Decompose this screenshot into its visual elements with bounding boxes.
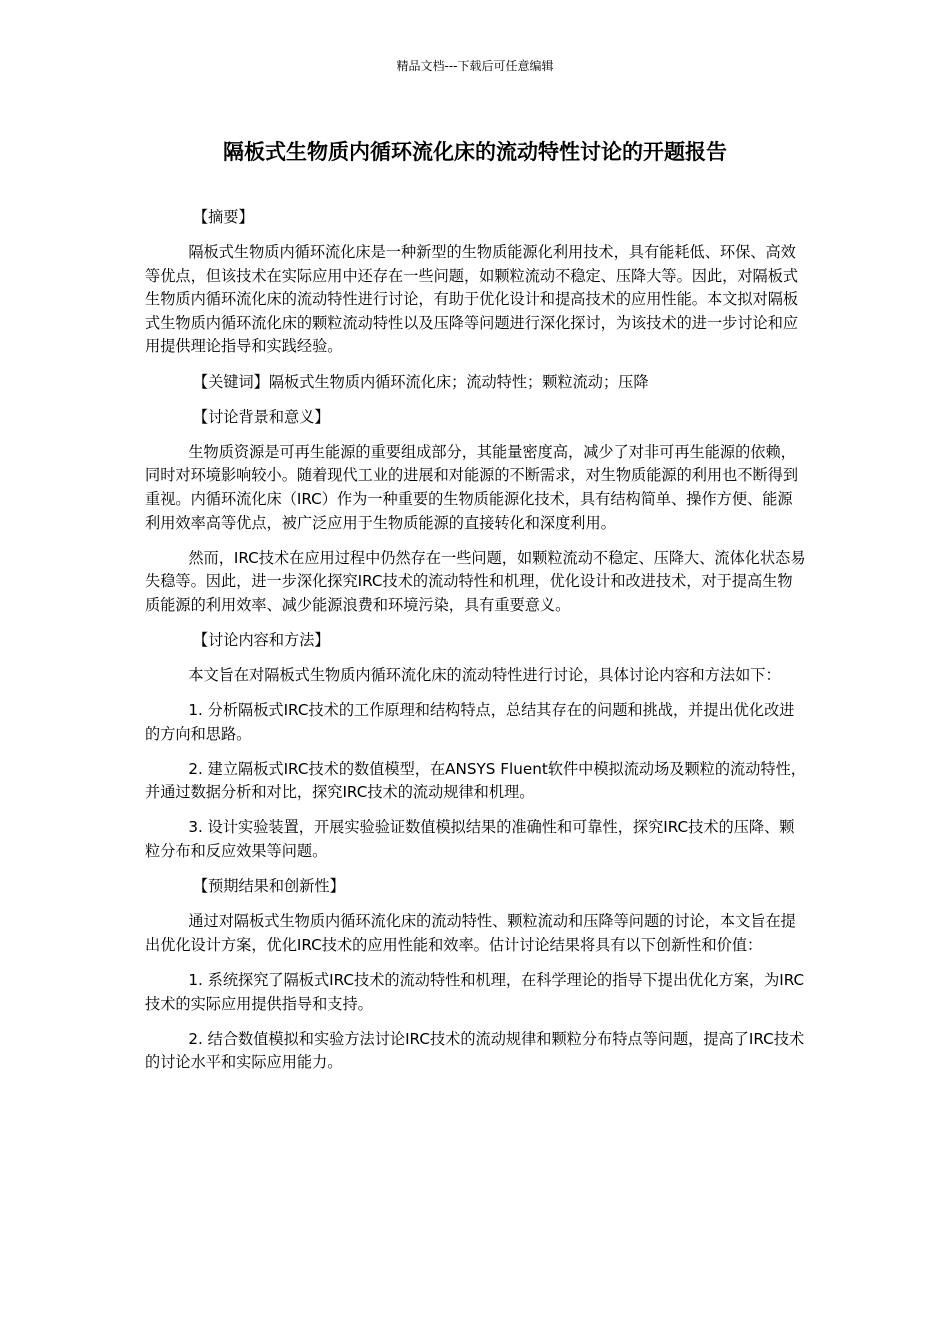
background-paragraph-1: 生物质资源是可再生能源的重要组成部分，其能量密度高，减少了对非可再生能源的依赖，同时对环境影响较小。随着现代工业的进展和对能源的不断需求，对生物质能源的利用也不断得到重视。内循环流化床（IRC）作为一种重要的生物质能源化技术，具有结构简单、操作方便、能源利用效率高等优点，被广泛应用于生物质能源的直接转化和深度利用。: [145, 442, 799, 532]
results-item-2: 2. 结合数值模拟和实验方法讨论IRC技术的流动规律和颗粒分布特点等问题，提高了IRC技术的讨论水平和实际应用能力。: [145, 1029, 805, 1072]
results-item-1: 1. 系统探究了隔板式IRC技术的流动特性和机理，在科学理论的指导下提出优化方案，为IRC技术的实际应用提供指导和支持。: [145, 970, 805, 1013]
abstract-paragraph: 隔板式生物质内循环流化床是一种新型的生物质能源化利用技术，具有能耗低、环保、高效等优点，但该技术在实际应用中还存在一些问题，如颗粒流动不稳定、压降大等。因此，对隔板式生物质内循环流化床的流动特性进行讨论，有助于优化设计和提高技术的应用性能。本文拟对隔板式生物质内循环流化床的颗粒流动特性以及压降等问题进行深化探讨，为该技术的进一步讨论和应用提供理论指导和实践经验。: [145, 243, 799, 356]
methods-intro-paragraph: 本文旨在对隔板式生物质内循环流化床的流动特性进行讨论，具体讨论内容和方法如下：: [188, 666, 781, 684]
methods-item-2: 2. 建立隔板式IRC技术的数值模型，在ANSYS Fluent软件中模拟流动场及颗粒的流动特性，并通过数据分析和对比，探究IRC技术的流动规律和机理。: [145, 759, 806, 802]
document-body: [145, 206, 807, 1086]
abstract-heading: 【摘要】: [192, 208, 254, 226]
methods-item-1: 1. 分析隔板式IRC技术的工作原理和结构特点，总结其存在的问题和挑战，并提出优化改进的方向和思路。: [145, 701, 795, 743]
keywords-paragraph: 【关键词】隔板式生物质内循环流化床；流动特性；颗粒流动；压降: [192, 372, 649, 391]
document-title: 隔板式生物质内循环流化床的流动特性讨论的开题报告: [223, 140, 727, 164]
background-paragraph-2: 然而，IRC技术在应用过程中仍然存在一些问题，如颗粒流动不稳定、压降大、流体化状态易失稳等。因此，进一步深化探究IRC技术的流动特性和机理，优化设计和改进技术，对于提高生物质能源的利用效率、减少能源浪费和环境污染，具有重要意义。: [145, 548, 806, 614]
methods-item-3: 3. 设计实验装置，开展实验验证数值模拟结果的准确性和可靠性，探究IRC技术的压降、颗粒分布和反应效果等问题。: [145, 818, 795, 861]
header-note: 精品文档---下载后可任意编辑: [396, 59, 554, 73]
methods-heading: 【讨论内容和方法】: [192, 630, 330, 649]
results-heading: 【预期结果和创新性】: [192, 877, 345, 896]
results-intro-paragraph: 通过对隔板式生物质内循环流化床的流动特性、颗粒流动和压降等问题的讨论，本文旨在提出优化设计方案，优化IRC技术的应用性能和效率。估计讨论结果将具有以下创新性和价值：: [145, 912, 796, 954]
background-heading: 【讨论背景和意义】: [192, 407, 330, 426]
